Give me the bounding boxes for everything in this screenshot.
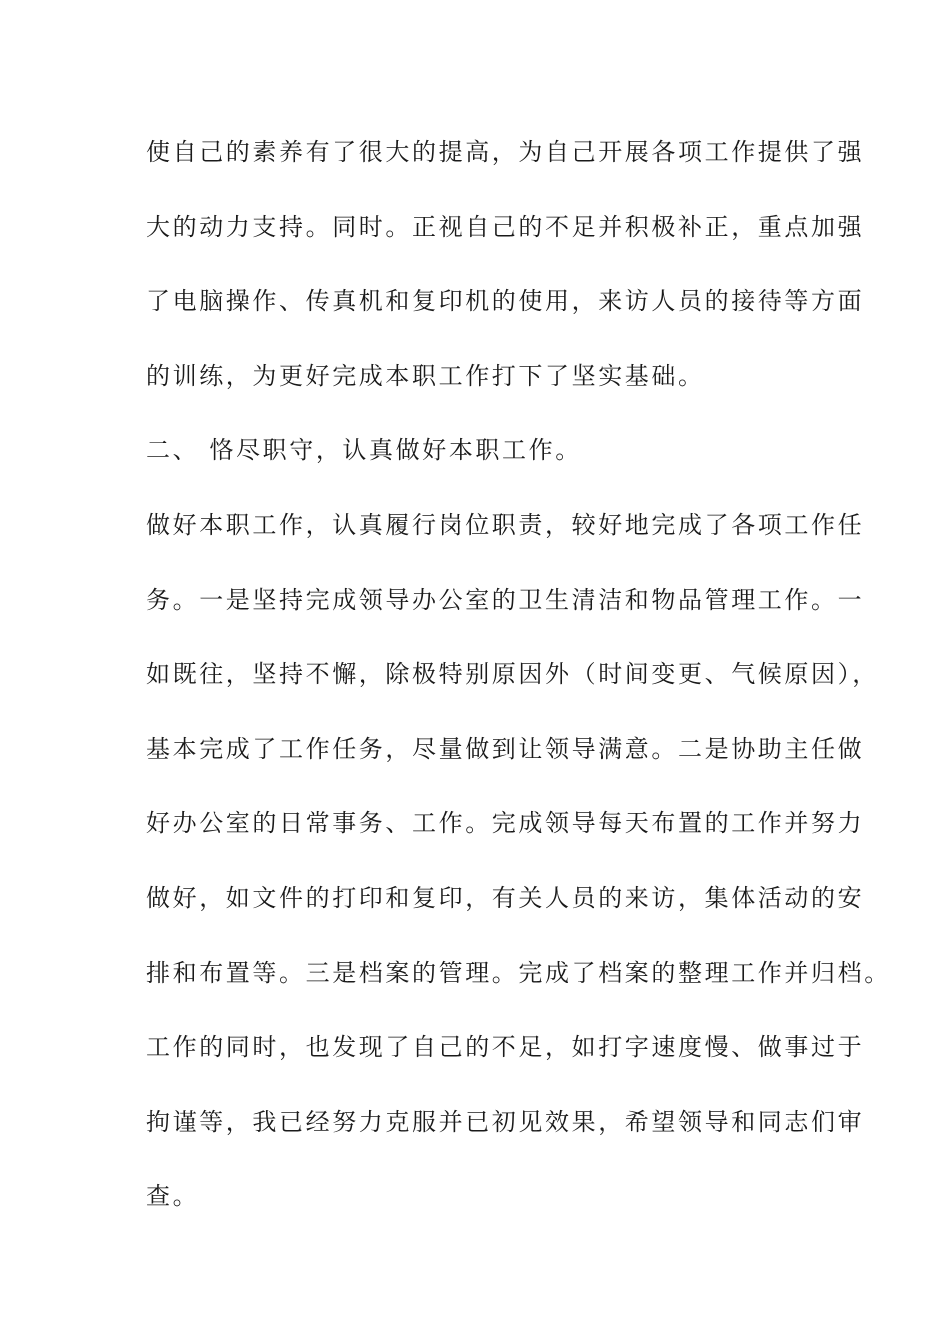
text-line-2: 大的动力支持。同时。正视自己的不足并积极补正，重点加强 [146, 212, 865, 241]
text-line-11: 做好，如文件的打印和复印，有关人员的来访，集体活动的安 [146, 883, 865, 912]
text-line-7: 务。一是坚持完成领导办公室的卫生清洁和物品管理工作。一 [146, 585, 865, 614]
text-line-4: 的训练，为更好完成本职工作打下了坚实基础。 [146, 361, 705, 390]
text-line-15: 查。 [146, 1182, 200, 1211]
text-line-3: 了电脑操作、传真机和复印机的使用，来访人员的接待等方面 [146, 287, 865, 316]
text-line-6: 做好本职工作，认真履行岗位职责，较好地完成了各项工作任 [146, 510, 865, 539]
text-line-8: 如既往，坚持不懈，除极特别原因外（时间变更、气候原因）， [146, 660, 879, 689]
text-line-14: 拘谨等，我已经努力克服并已初见效果，希望领导和同志们审 [146, 1107, 865, 1136]
text-line-1: 使自己的素养有了很大的提高，为自己开展各项工作提供了强 [146, 138, 865, 166]
text-line-9: 基本完成了工作任务，尽量做到让领导满意。二是协助主任做 [146, 734, 865, 763]
text-line-10: 好办公室的日常事务、工作。完成领导每天布置的工作并努力 [146, 809, 865, 838]
text-line-13: 工作的同时，也发现了自己的不足，如打字速度慢、做事过于 [146, 1033, 865, 1062]
section-heading: 二、 恪尽职守，认真做好本职工作。 [146, 436, 582, 465]
text-line-12: 排和布置等。三是档案的管理。完成了档案的整理工作并归档。 [146, 958, 891, 987]
body-text [146, 129, 891, 1248]
